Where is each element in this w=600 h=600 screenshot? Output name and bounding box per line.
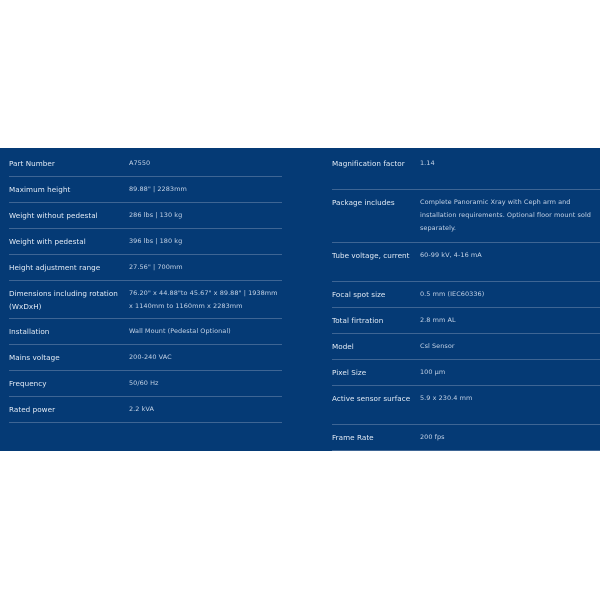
spec-label: Installation	[9, 327, 50, 336]
spec-row-frame-rate	[332, 425, 600, 451]
spec-row-rated-power	[9, 397, 282, 423]
spec-row-frequency	[9, 371, 282, 397]
spec-label: Frequency	[9, 379, 47, 388]
spec-row-installation	[9, 319, 282, 345]
spec-label: Magnification factor	[332, 159, 405, 168]
spec-value: 2.8 mm AL	[420, 316, 456, 324]
spec-label: Total firtration	[332, 316, 384, 325]
spec-row-total-filtration	[332, 308, 600, 334]
spec-label: Dimensions including rotation (WxDxH)	[9, 289, 118, 311]
spec-value: 100 µm	[420, 368, 446, 376]
spec-value: 200-240 VAC	[129, 353, 172, 361]
spec-value: Csl Sensor	[420, 342, 455, 350]
spec-value: 200 fps	[420, 433, 445, 441]
spec-row-focal-spot-size	[332, 282, 600, 308]
spec-row-package-includes	[332, 190, 600, 243]
spec-label: Weight with pedestal	[9, 237, 86, 246]
spec-value: 5.9 x 230.4 mm	[420, 394, 473, 402]
spec-row-model	[332, 334, 600, 360]
spec-row-part-number	[9, 151, 282, 177]
specs-left-column	[9, 151, 282, 423]
spec-value: 396 lbs | 180 kg	[129, 237, 183, 245]
spec-row-weight-without-pedestal	[9, 203, 282, 229]
spec-value: 89.88" | 2283mm	[129, 185, 187, 193]
spec-label: Part Number	[9, 159, 55, 168]
spec-label: Tube voltage, current	[332, 251, 410, 260]
specifications-panel	[0, 148, 600, 451]
spec-label: Maximum height	[9, 185, 71, 194]
spec-label: Pixel Size	[332, 368, 367, 377]
spec-value: 2.2 kVA	[129, 405, 154, 413]
spec-value: 1.14	[420, 159, 435, 167]
spec-row-tube-voltage	[332, 243, 600, 282]
spec-row-maximum-height	[9, 177, 282, 203]
spec-value: Wall Mount (Pedestal Optional)	[129, 327, 231, 335]
spec-row-height-adjustment-range	[9, 255, 282, 281]
spec-label: Model	[332, 342, 354, 351]
spec-row-active-sensor-surface	[332, 386, 600, 425]
spec-label: Mains voltage	[9, 353, 60, 362]
spec-value: A7550	[129, 159, 151, 167]
spec-row-mains-voltage	[9, 345, 282, 371]
spec-value: 60-99 kV, 4-16 mA	[420, 251, 482, 259]
spec-row-magnification-factor	[332, 151, 600, 190]
spec-label: Frame Rate	[332, 433, 374, 442]
spec-label: Package includes	[332, 198, 395, 207]
specs-right-column	[332, 151, 600, 451]
spec-row-weight-with-pedestal	[9, 229, 282, 255]
spec-label: Active sensor surface	[332, 394, 411, 403]
spec-label: Rated power	[9, 405, 56, 414]
spec-value: 286 lbs | 130 kg	[129, 211, 183, 219]
spec-label: Weight without pedestal	[9, 211, 98, 220]
spec-value: 0.5 mm (IEC60336)	[420, 290, 485, 298]
spec-value: Complete Panoramic Xray with Ceph arm and installation requirements. Optional floor mount sold separately.	[420, 198, 591, 232]
spec-value: 50/60 Hz	[129, 379, 159, 387]
spec-value: 76.20" x 44.88"to 45.67" x 89.88" | 1938mm x 1140mm to 1160mm x 2283mm	[129, 289, 278, 310]
spec-label: Height adjustment range	[9, 263, 101, 272]
spec-value: 27.56" | 700mm	[129, 263, 183, 271]
spec-row-dimensions	[9, 281, 282, 319]
spec-row-pixel-size	[332, 360, 600, 386]
spec-label: Focal spot size	[332, 290, 386, 299]
